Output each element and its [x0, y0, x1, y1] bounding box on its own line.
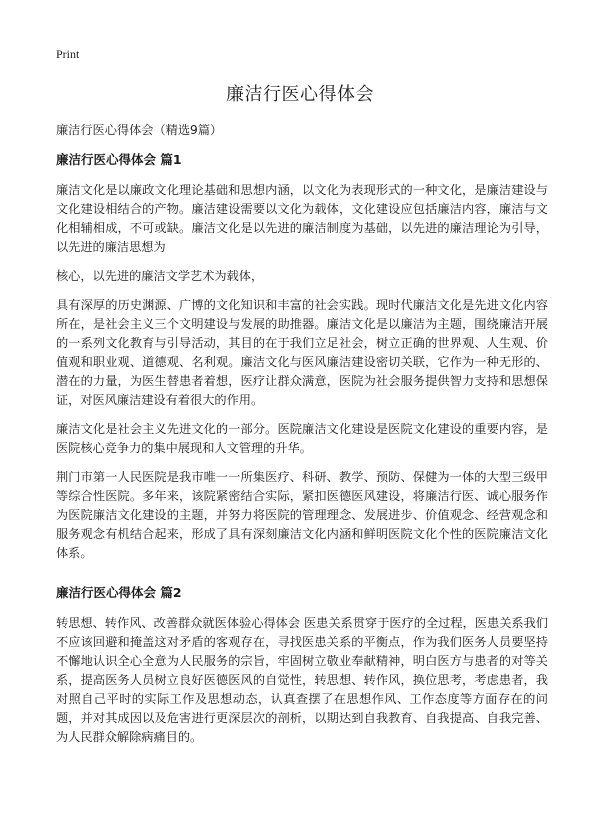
print-link[interactable]: Print [56, 47, 80, 61]
section-2-paragraph-1: 转思想、转作风、改善群众就医体验心得体会 医患关系贯穿于医疗的全过程，医患关系我们不应该回避和掩盖这对矛盾的客观存在，寻找医患关系的平衡点，作为我们医务人员要坚持不懈地认识全心全意为人民服务的宗旨，牢固树立敬业奉献精神，明白医方与患者的对等关系，提高医务人员树立良好医德医风的自觉性，转思想、转作风，换位思考，考虑患者，我对照自己平时的实际工作及思想动态，认真查摆了在思想作风、工作态度等方面存在的问题，并对其成因以及危害进行更深层次的剖析，以期达到自我教育、自我提高、自我完善、为人民群众解除病痛目的。 [56, 616, 548, 744]
section-1-paragraph-5: 荆门市第一人民医院是我市唯一一所集医疗、科研、教学、预防、保健为一体的大型三级甲等综合性医院。多年来，该院紧密结合实际，紧扣医德医风建设，将廉洁行医、诚心服务作为医院廉洁文化建设的主题，并努力将医院的管理理念、发展进步、价值观念、经营观念和服务观念有机结合起来，形成了具有深刻廉洁文化内涵和鲜明医院文化个性的医院廉洁文化体系。 [56, 470, 548, 560]
section-heading-2: 廉洁行医心得体会 篇2 [56, 585, 182, 600]
document-subtitle: 廉洁行医心得体会（精选9篇） [56, 123, 223, 137]
document-title: 廉洁行医心得体会 [226, 84, 374, 105]
section-1-paragraph-4: 廉洁文化是社会主义先进文化的一部分。医院廉洁文化建设是医院文化建设的重要内容，是医院核心竞争力的集中展现和人文管理的升华。 [56, 422, 548, 455]
document-body [56, 121, 548, 757]
section-1-paragraph-1: 廉洁文化是以廉政文化理论基础和思想内涵，以文化为表现形式的一种文化，是廉洁建设与文化建设相结合的产物。廉洁建设需要以文化为载体，文化建设应包括廉洁内容，廉洁与文化相辅相成，不可或缺。廉洁文化是以先进的廉洁制度为基础，以先进的廉洁理论为引导，以先进的廉洁思想为 [56, 183, 548, 254]
section-heading-1: 廉洁行医心得体会 篇1 [56, 152, 182, 167]
section-1-paragraph-2: 核心，以先进的廉洁文学艺术为载体， [56, 269, 264, 283]
section-1-paragraph-3: 具有深厚的历史渊源、广博的文化知识和丰富的社会实践。现时代廉洁文化是先进文化内容所在，是社会主义三个文明建设与发展的助推器。廉洁文化是以廉洁为主题，围绕廉洁开展的一系列文化教育与引导活动，其目的在于我们立足社会，树立正确的世界观、人生观、价值观和职业观、道德观、名利观。廉洁文化与医风廉洁建设密切关联，它作为一种无形的、潜在的力量，为医生替患者着想，医疗让群众满意，医院为社会服务提供智力支持和思想保证，对医风廉洁建设有着很大的作用。 [56, 298, 548, 407]
